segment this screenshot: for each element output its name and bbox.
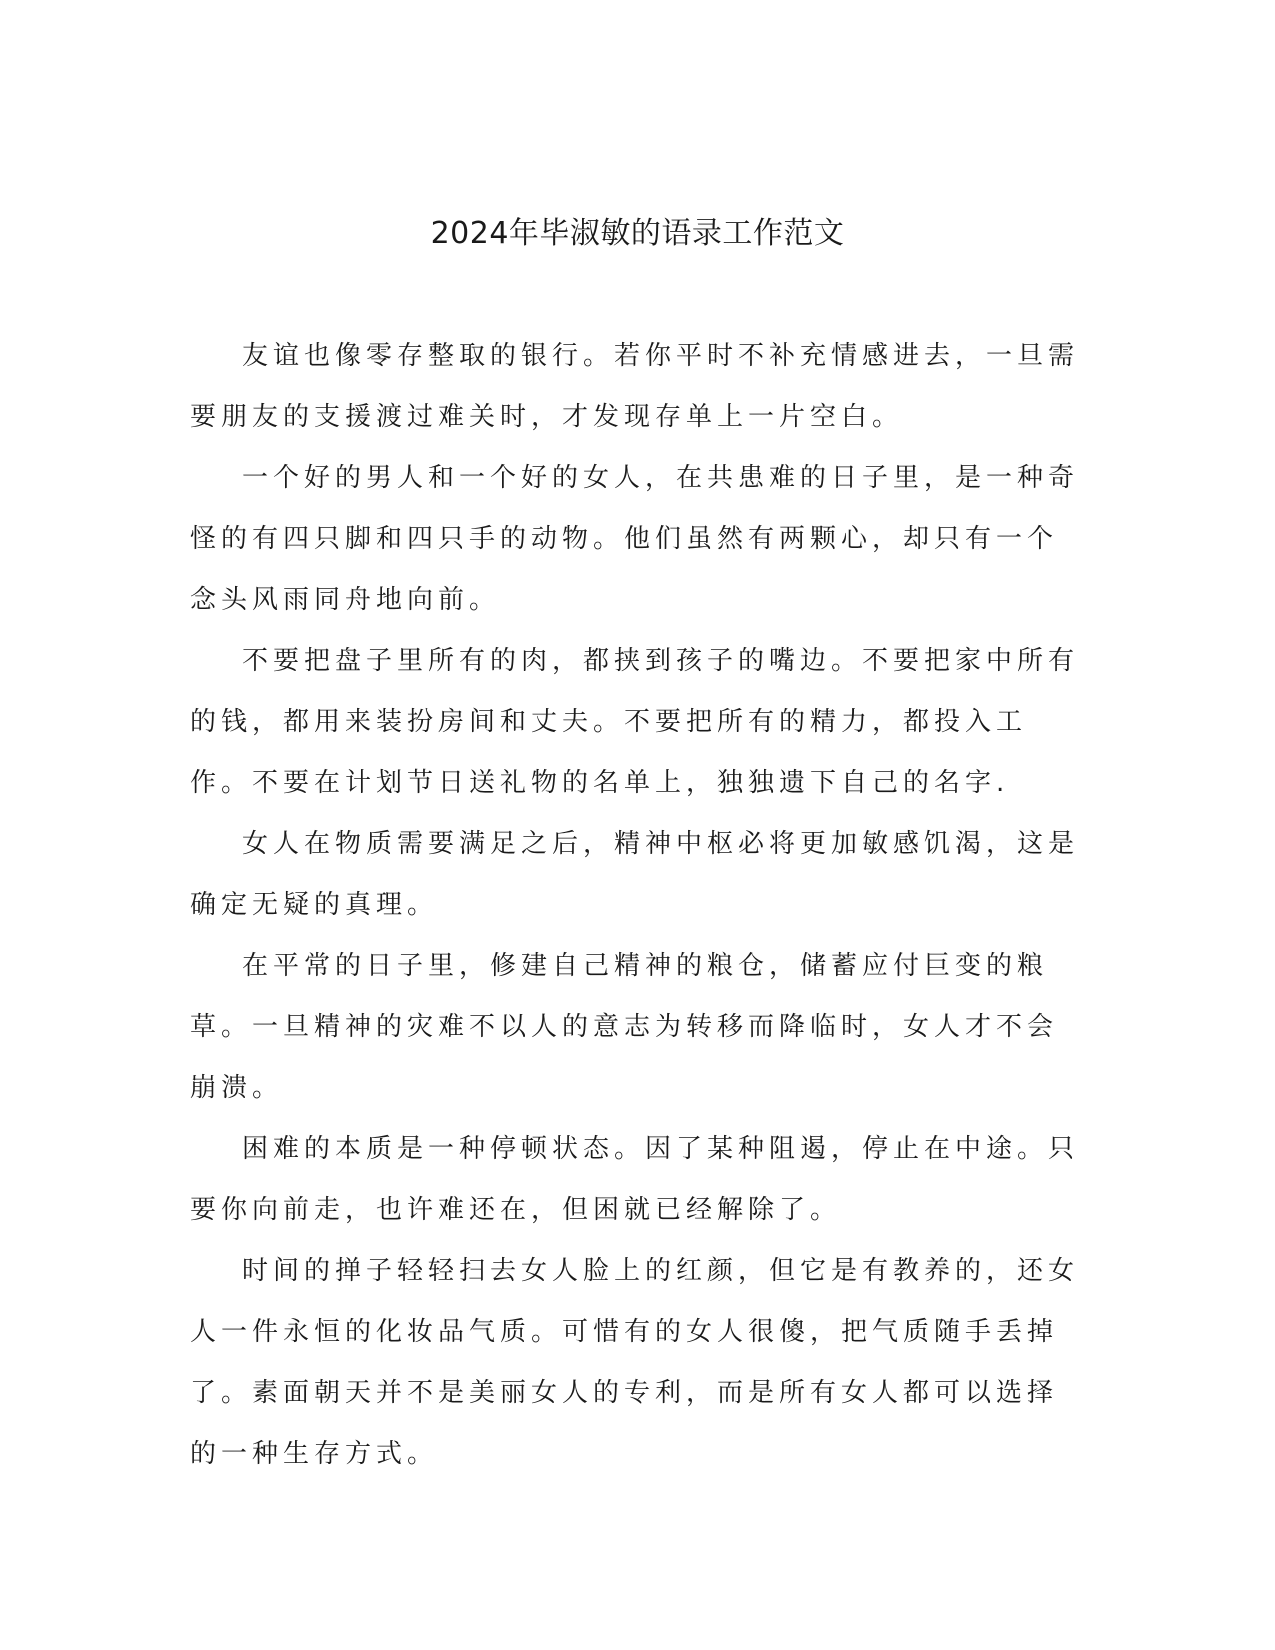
paragraph-spirit: 女人在物质需要满足之后，精神中枢必将更加敏感饥渴，这是确定无疑的真理。 bbox=[190, 829, 1080, 920]
paragraph-friendship: 友谊也像零存整取的银行。若你平时不补充情感进去，一旦需要朋友的支援渡过难关时，才发现存单上一片空白。 bbox=[190, 341, 1080, 432]
paragraph-difficulty: 困难的本质是一种停顿状态。因了某种阻遏，停止在中途。只要你向前走，也许难还在，但困就已经解除了。 bbox=[190, 1134, 1080, 1225]
paragraph-temperament: 时间的掸子轻轻扫去女人脸上的红颜，但它是有教养的，还女人一件永恒的化妆品气质。可惜有的女人很傻，把气质随手丢掉了。素面朝天并不是美丽女人的专利，而是所有女人都可以选择的一种生存方式。 bbox=[190, 1256, 1080, 1469]
document-title: 2024年毕淑敏的语录工作范文 bbox=[430, 216, 845, 251]
paragraph-granary: 在平常的日子里，修建自己精神的粮仓，储蓄应付巨变的粮草。一旦精神的灾难不以人的意志为转移而降临时，女人才不会崩溃。 bbox=[190, 951, 1059, 1103]
paragraph-couple: 一个好的男人和一个好的女人，在共患难的日子里，是一种奇怪的有四只脚和四只手的动物。他们虽然有两颗心，却只有一个念头风雨同舟地向前。 bbox=[190, 463, 1080, 615]
paragraph-self-care: 不要把盘子里所有的肉，都挟到孩子的嘴边。不要把家中所有的钱，都用来装扮房间和丈夫。不要把所有的精力，都投入工作。不要在计划节日送礼物的名单上，独独遗下自己的名字. bbox=[190, 646, 1080, 798]
document-body bbox=[190, 326, 1082, 1485]
